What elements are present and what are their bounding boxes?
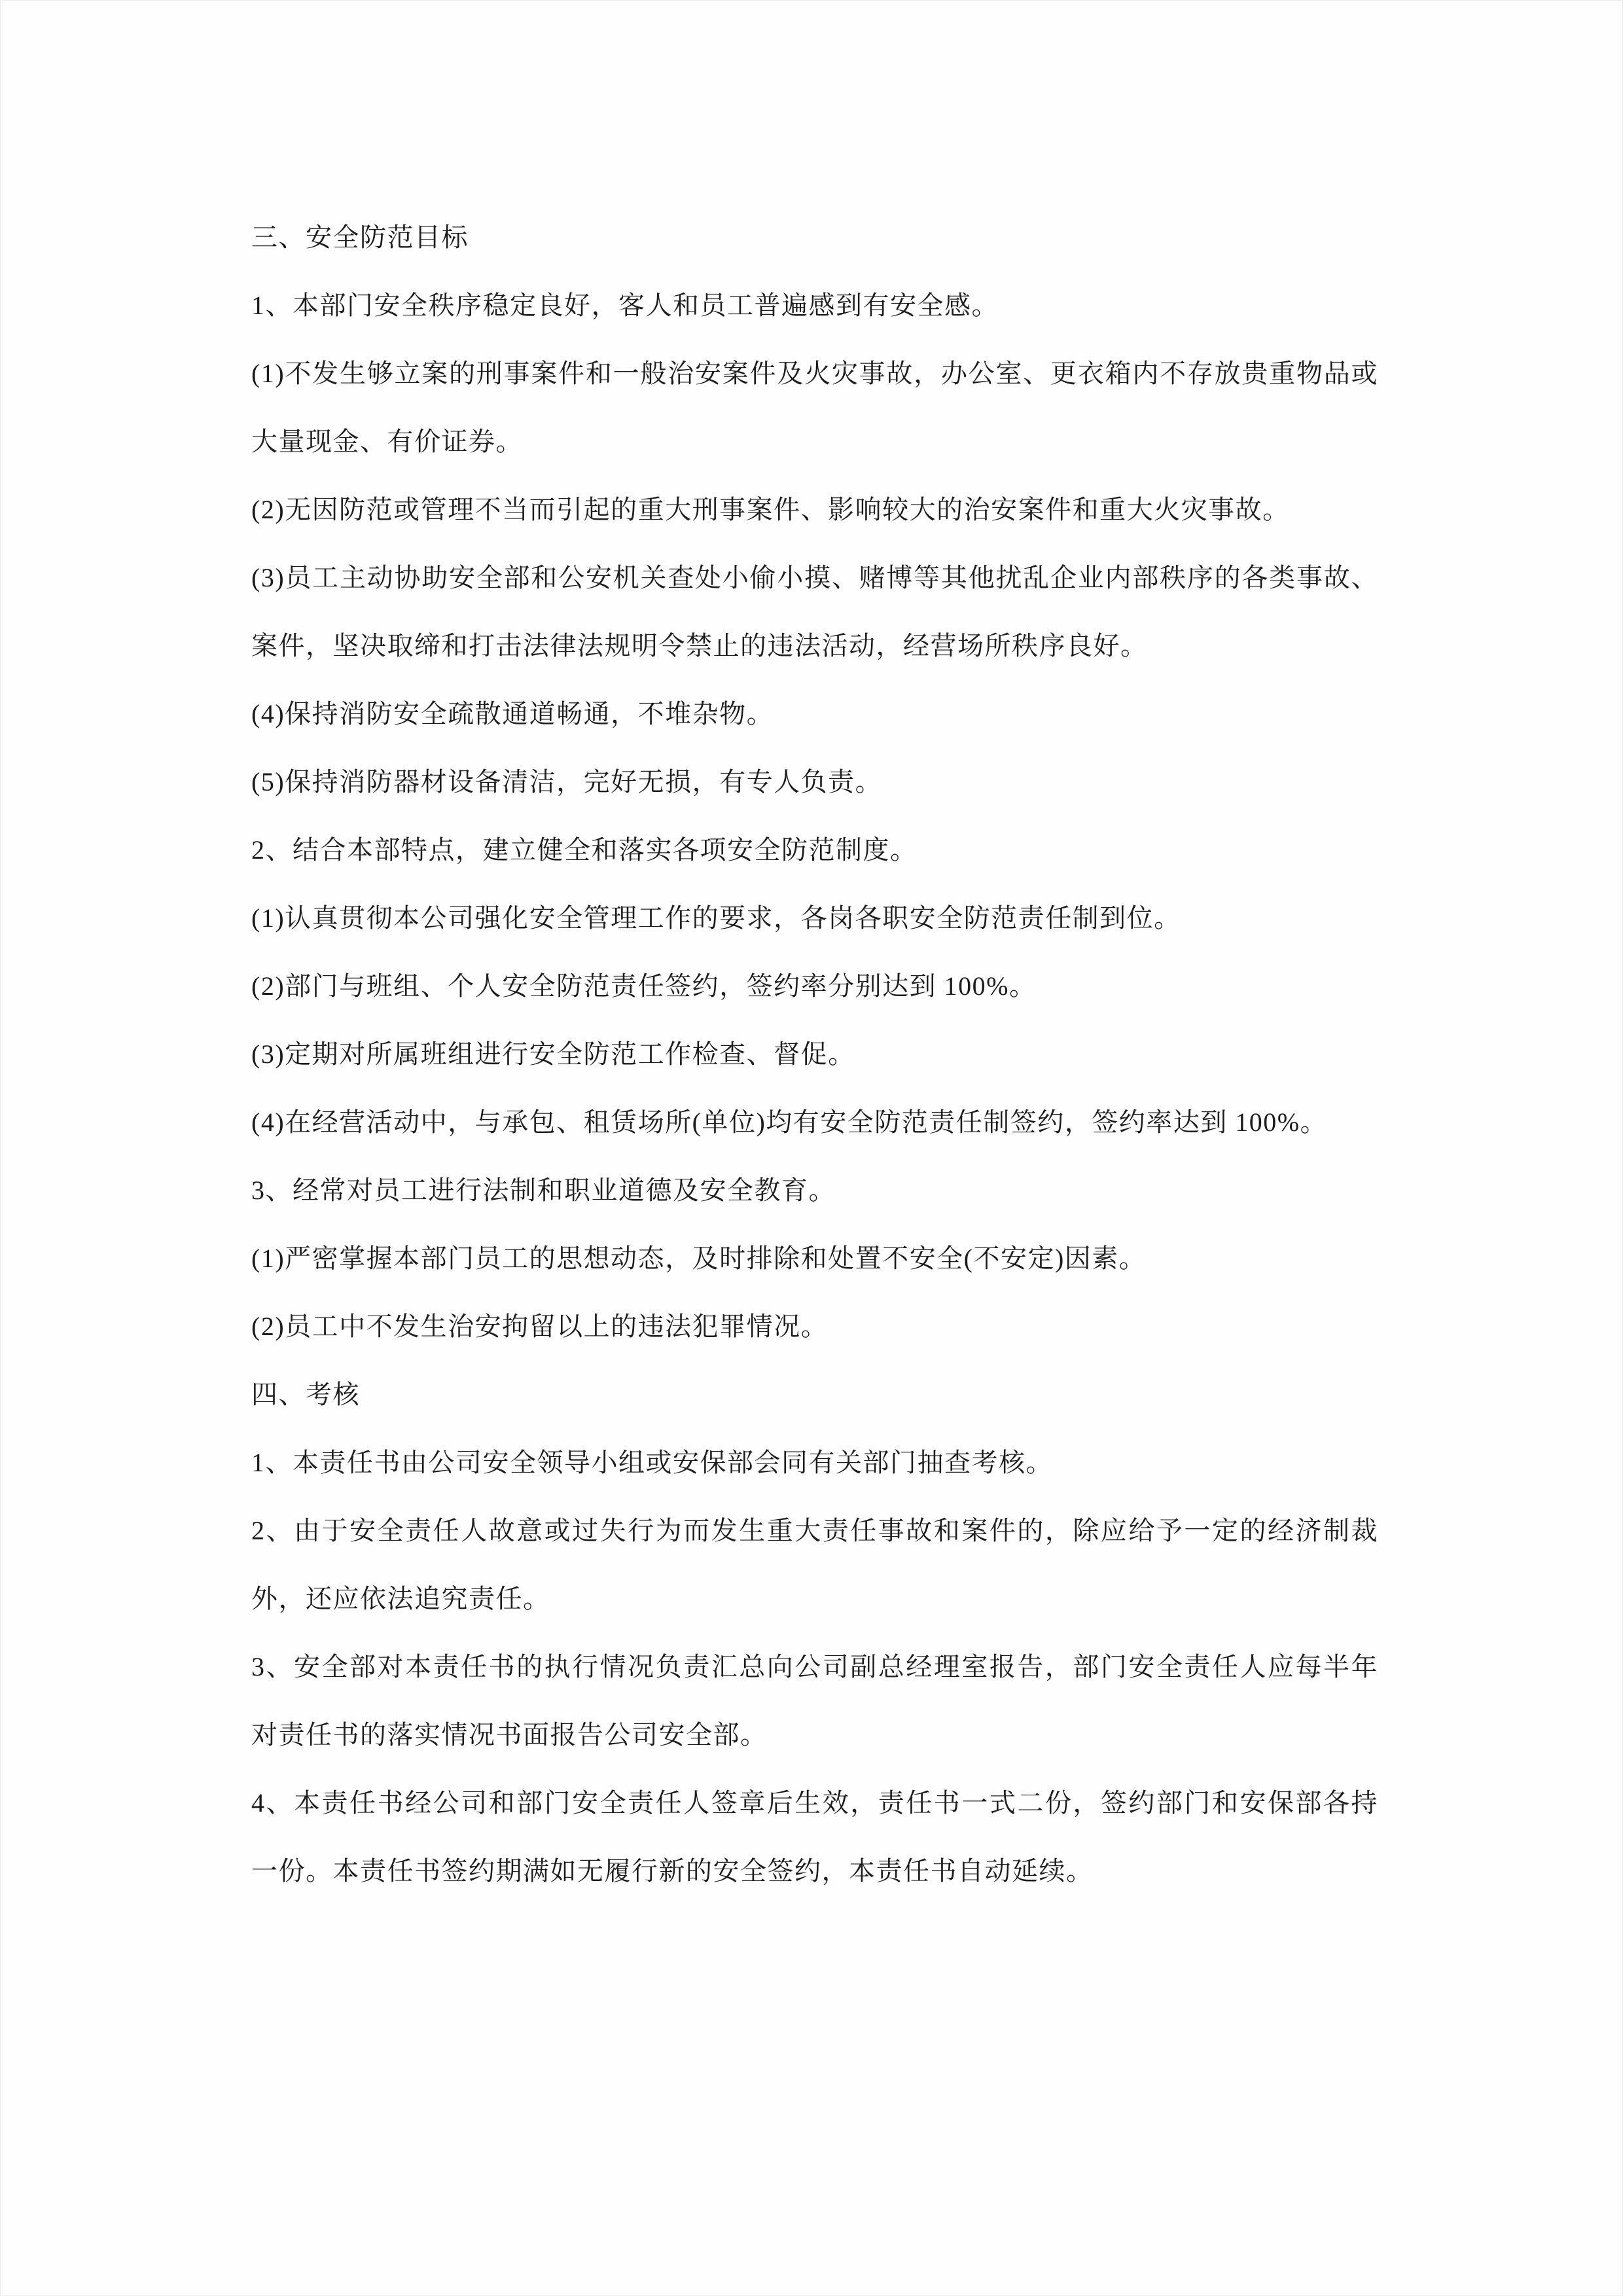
paragraph: 4、本责任书经公司和部门安全责任人签章后生效，责任书一式二份，签约部门和安保部各持一份。本责任书签约期满如无履行新的安全签约，本责任书自动延续。 bbox=[251, 1788, 1378, 1886]
paragraph: 3、安全部对本责任书的执行情况负责汇总向公司副总经理室报告，部门安全责任人应每半年对责任书的落实情况书面报告公司安全部。 bbox=[251, 1652, 1378, 1749]
section-heading: 四、考核 bbox=[251, 1380, 360, 1409]
paragraph: (2)无因防范或管理不当而引起的重大刑事案件、影响较大的治安案件和重大火灾事故。 bbox=[251, 495, 1290, 524]
paragraph: (2)员工中不发生治安拘留以上的违法犯罪情况。 bbox=[251, 1312, 829, 1341]
paragraph: (4)在经营活动中，与承包、租赁场所(单位)均有安全防范责任制签约，签约率达到 100%。 bbox=[251, 1107, 1328, 1137]
paragraph: 1、本责任书由公司安全领导小组或安保部会同有关部门抽查考核。 bbox=[251, 1448, 1053, 1477]
paragraph: (1)严密掌握本部门员工的思想动态，及时排除和处置不安全(不安定)因素。 bbox=[251, 1244, 1147, 1273]
paragraph: 2、结合本部特点，建立健全和落实各项安全防范制度。 bbox=[251, 835, 918, 865]
paragraph: (3)员工主动协助安全部和公安机关查处小偷小摸、赌博等其他扰乱企业内部秩序的各类事故、案件，坚决取缔和打击法律法规明令禁止的违法活动，经营场所秩序良好。 bbox=[251, 563, 1378, 660]
paragraph: 2、由于安全责任人故意或过失行为而发生重大责任事故和案件的，除应给予一定的经济制裁外，还应依法追究责任。 bbox=[251, 1516, 1378, 1613]
paragraph: (1)认真贯彻本公司强化安全管理工作的要求，各岗各职安全防范责任制到位。 bbox=[251, 903, 1181, 933]
paragraph: (1)不发生够立案的刑事案件和一般治安案件及火灾事故，办公室、更衣箱内不存放贵重物品或大量现金、有价证券。 bbox=[251, 359, 1378, 456]
paragraph: (2)部门与班组、个人安全防范责任签约，签约率分别达到 100%。 bbox=[251, 971, 1037, 1001]
paragraph: 1、本部门安全秩序稳定良好，客人和员工普遍感到有安全感。 bbox=[251, 291, 999, 320]
paragraph: 3、经常对员工进行法制和职业道德及安全教育。 bbox=[251, 1175, 836, 1205]
section-heading: 三、安全防范目标 bbox=[251, 223, 469, 252]
document-body bbox=[251, 204, 1378, 1905]
paragraph: (5)保持消防器材设备清洁，完好无损，有专人负责。 bbox=[251, 767, 883, 797]
paragraph: (4)保持消防安全疏散通道畅通，不堆杂物。 bbox=[251, 699, 774, 728]
paragraph: (3)定期对所属班组进行安全防范工作检查、督促。 bbox=[251, 1039, 855, 1069]
